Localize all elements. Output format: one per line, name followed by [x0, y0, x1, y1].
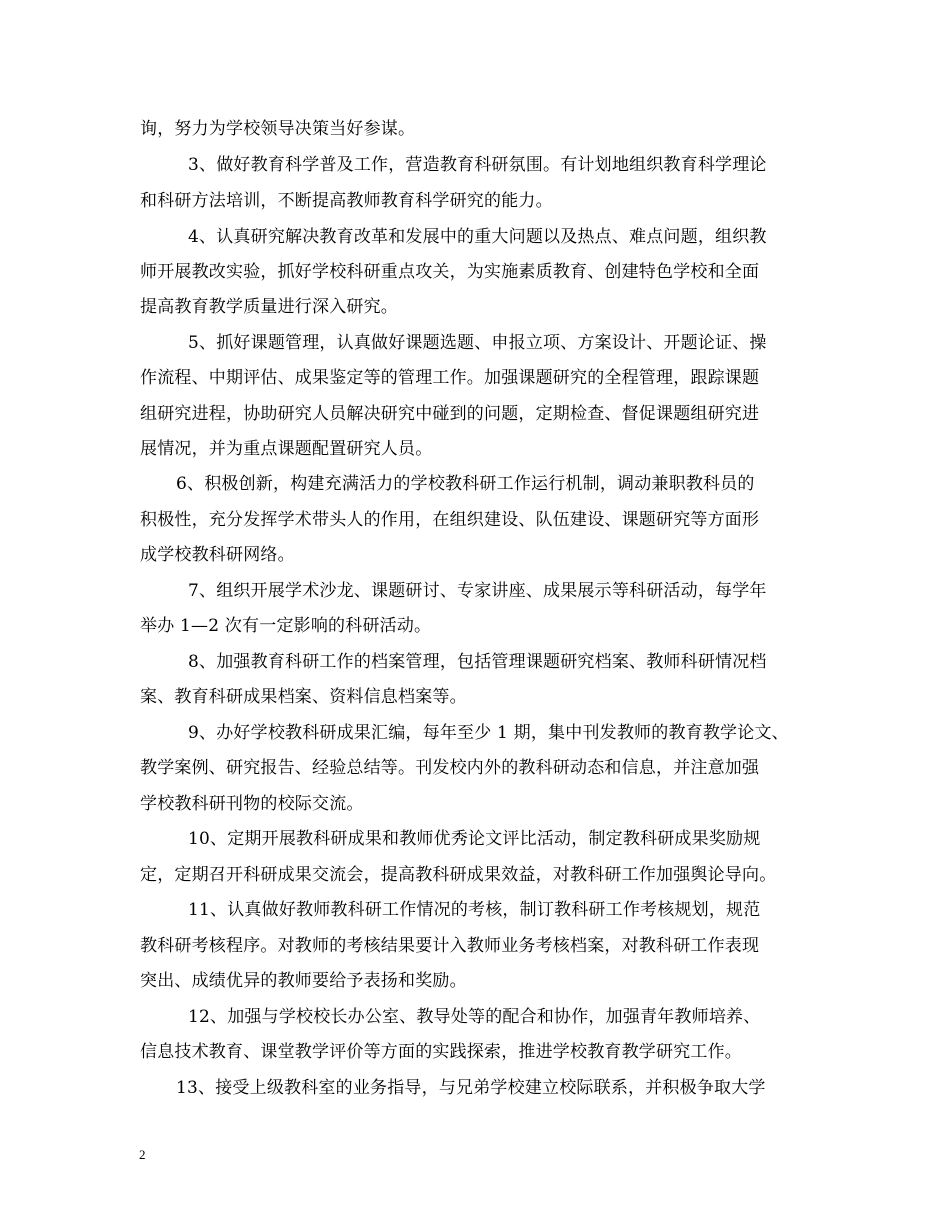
- text-line: 3、做好教育科学普及工作，营造教育科研氛围。有计划地组织教育科学理论: [188, 155, 767, 175]
- text-line: 积极性，充分发挥学术带头人的作用，在组织建设、队伍建设、课题研究等方面形: [140, 510, 760, 530]
- text-line: 展情况，并为重点课题配置研究人员。: [140, 439, 433, 459]
- text-line: 11、认真做好教师教科研工作情况的考核，制订教科研工作考核规划，规范: [188, 900, 761, 920]
- text-line: 和科研方法培训，不断提高教师教育科学研究的能力。: [140, 191, 553, 211]
- text-line: 询，努力为学校领导决策当好参谋。: [140, 119, 416, 139]
- text-line: 12、加强与学校校长办公室、教导处等的配合和协作，加强青年教师培养、: [188, 1007, 761, 1027]
- text-line: 师开展教改实验，抓好学校科研重点攻关，为实施素质教育、创建特色学校和全面: [140, 262, 760, 282]
- text-line: 组研究进程，协助研究人员解决研究中碰到的问题，定期检查、督促课题组研究进: [140, 404, 760, 424]
- text-line: 作流程、中期评估、成果鉴定等的管理工作。加强课题研究的全程管理，跟踪课题: [140, 368, 760, 388]
- text-line: 8、加强教育科研工作的档案管理，包括管理课题研究档案、教师科研情况档: [188, 652, 767, 672]
- text-line: 教学案例、研究报告、经验总结等。刊发校内外的教科研动态和信息，并注意加强: [140, 758, 760, 778]
- text-line: 定，定期召开科研成果交流会，提高教科研成果效益，对教科研工作加强舆论导向。: [140, 865, 777, 885]
- text-line: 4、认真研究解决教育改革和发展中的重大问题以及热点、难点问题，组织教: [188, 227, 767, 247]
- text-line: 案、教育科研成果档案、资料信息档案等。: [140, 687, 467, 707]
- page-number: 2: [139, 1147, 146, 1162]
- text-line: 教科研考核程序。对教师的考核结果要计入教师业务考核档案，对教科研工作表现: [140, 936, 760, 956]
- text-line: 举办 1—2 次有一定影响的科研活动。: [140, 616, 432, 636]
- text-line: 5、抓好课题管理，认真做好课题选题、申报立项、方案设计、开题论证、操: [188, 333, 767, 353]
- text-line: 9、办好学校教科研成果汇编，每年至少 1 期，集中刊发教师的教育教学论文、: [188, 723, 789, 743]
- text-line: 学校教科研刊物的校际交流。: [140, 794, 364, 814]
- text-line: 13、接受上级教科室的业务指导，与兄弟学校建立校际联系，并积极争取大学: [176, 1078, 766, 1098]
- text-line: 信息技术教育、课堂教学评价等方面的实践探索，推进学校教育教学研究工作。: [140, 1042, 742, 1062]
- text-line: 6、积极创新，构建充满活力的学校教科研工作运行机制，调动兼职教科员的: [176, 474, 755, 494]
- text-line: 成学校教科研网络。: [140, 545, 295, 565]
- text-line: 7、组织开展学术沙龙、课题研讨、专家讲座、成果展示等科研活动，每学年: [188, 581, 767, 601]
- text-line: 10、定期开展教科研成果和教师优秀论文评比活动，制定教科研成果奖励规: [188, 829, 761, 849]
- text-line: 突出、成绩优异的教师要给予表扬和奖励。: [140, 971, 467, 991]
- text-line: 提高教育教学质量进行深入研究。: [140, 297, 398, 317]
